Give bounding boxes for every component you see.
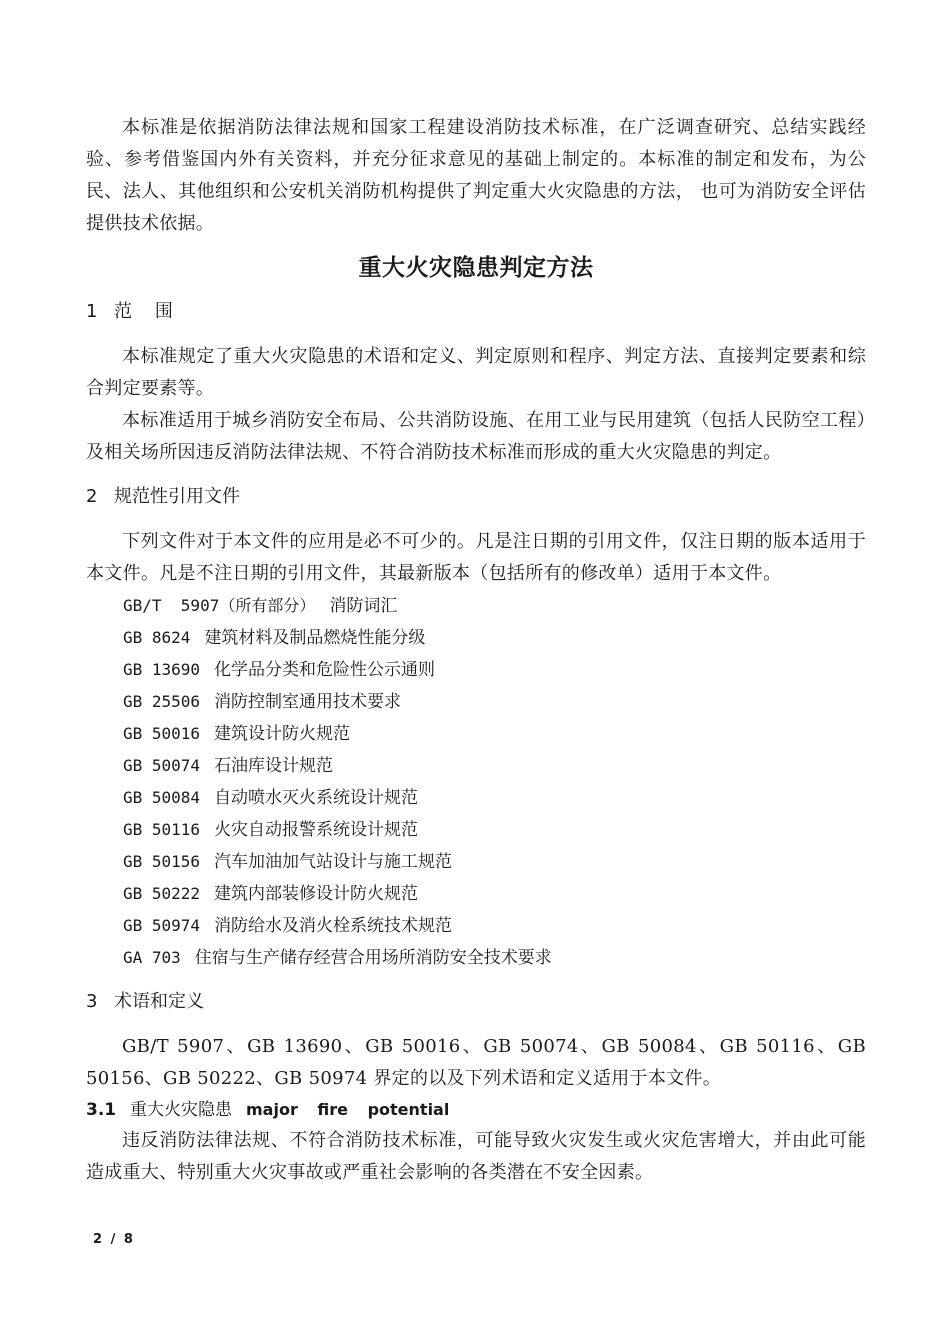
reference-item	[123, 622, 866, 654]
reference-item	[123, 590, 866, 622]
reference-code: GA 703	[123, 948, 181, 967]
section-1-paragraph-1: 本标准规定了重大火灾隐患的术语和定义、判定原则和程序、判定方法、直接判定要素和综合判定要素等。	[86, 346, 866, 399]
reference-code: GB/T 5907（所有部分）	[123, 596, 316, 615]
reference-title: 火灾自动报警系统设计规范	[214, 820, 419, 840]
section-3-number: 3	[86, 991, 98, 1012]
reference-item	[123, 814, 866, 846]
section-1-number: 1	[86, 301, 98, 322]
reference-title: 消防控制室通用技术要求	[214, 692, 402, 712]
reference-item	[123, 750, 866, 782]
intro-paragraph: 本标准是依据消防法律法规和国家工程建设消防技术标准，在广泛调查研究、总结实践经验、参考借鉴国内外有关资料，并充分征求意见的基础上制定的。本标准的制定和发布，为公民、法人、其他组织和公安机关消防机构提供了判定重大火灾隐患的方法， 也可为消防安全评估提供技术依据。	[86, 117, 866, 234]
reference-item	[123, 782, 866, 814]
term-chinese: 重大火灾隐患	[130, 1100, 232, 1120]
section-3-title: 术语和定义	[114, 991, 204, 1012]
reference-title: 建筑内部装修设计防火规范	[214, 884, 419, 904]
reference-code: GB 50116	[123, 820, 201, 839]
term-3-1-heading	[86, 1095, 866, 1125]
reference-item	[123, 686, 866, 718]
reference-code: GB 25506	[123, 692, 201, 711]
term-definition: 违反消防法律法规、不符合消防技术标准，可能导致火灾发生或火灾危害增大，并由此可能造成重大、特别重大火灾事故或严重社会影响的各类潜在不安全因素。	[86, 1130, 866, 1183]
reference-title: 汽车加油加气站设计与施工规范	[214, 852, 453, 872]
reference-item	[123, 942, 866, 974]
reference-title: 建筑材料及制品燃烧性能分级	[204, 628, 426, 648]
reference-item	[123, 654, 866, 686]
section-2-paragraph: 下列文件对于本文件的应用是必不可少的。凡是注日期的引用文件，仅注日期的版本适用于本文件。凡是不注日期的引用文件，其最新版本（包括所有的修改单）适用于本文件。	[86, 531, 866, 584]
reference-item	[123, 910, 866, 942]
reference-title: 消防给水及消火栓系统技术规范	[214, 916, 453, 936]
reference-code: GB 8624	[123, 628, 191, 647]
section-2-number: 2	[86, 486, 98, 507]
reference-list	[86, 590, 866, 974]
reference-title: 自动喷水灭火系统设计规范	[214, 788, 419, 808]
document-page	[86, 112, 866, 1189]
reference-code: GB 50222	[123, 884, 201, 903]
reference-title: 化学品分类和危险性公示通则	[214, 660, 436, 680]
section-3-heading	[86, 986, 866, 1018]
reference-title: 住宿与生产储存经营合用场所消防安全技术要求	[194, 948, 552, 968]
document-title: 重大火灾隐患判定方法	[358, 254, 594, 281]
term-english: major fire potential	[246, 1100, 450, 1119]
section-3-paragraph: GB/T 5907、GB 13690、GB 50016、GB 50074、GB 50084、GB 50116、GB 50156、GB 50222、GB 50974 界定的以及下列术语和定义适用于本文件。	[86, 1036, 866, 1089]
reference-title: 消防词汇	[329, 596, 398, 616]
reference-code: GB 13690	[123, 660, 201, 679]
section-1-title: 范 围	[114, 301, 173, 322]
page-number: 2 / 8	[93, 1232, 135, 1247]
term-number: 3.1	[86, 1100, 117, 1120]
section-1-heading	[86, 296, 866, 328]
reference-code: GB 50156	[123, 852, 201, 871]
reference-code: GB 50016	[123, 724, 201, 743]
reference-title: 建筑设计防火规范	[214, 724, 351, 744]
reference-code: GB 50084	[123, 788, 201, 807]
reference-item	[123, 878, 866, 910]
section-2-heading	[86, 481, 866, 513]
section-1-paragraph-2: 本标准适用于城乡消防安全布局、公共消防设施、在用工业与民用建筑（包括人民防空工程）及相关场所因违反消防法律法规、不符合消防技术标准而形成的重大火灾隐患的判定。	[86, 410, 866, 463]
reference-code: GB 50074	[123, 756, 201, 775]
reference-title: 石油库设计规范	[214, 756, 334, 776]
reference-item	[123, 846, 866, 878]
reference-item	[123, 718, 866, 750]
reference-code: GB 50974	[123, 916, 201, 935]
section-2-title: 规范性引用文件	[114, 486, 240, 507]
